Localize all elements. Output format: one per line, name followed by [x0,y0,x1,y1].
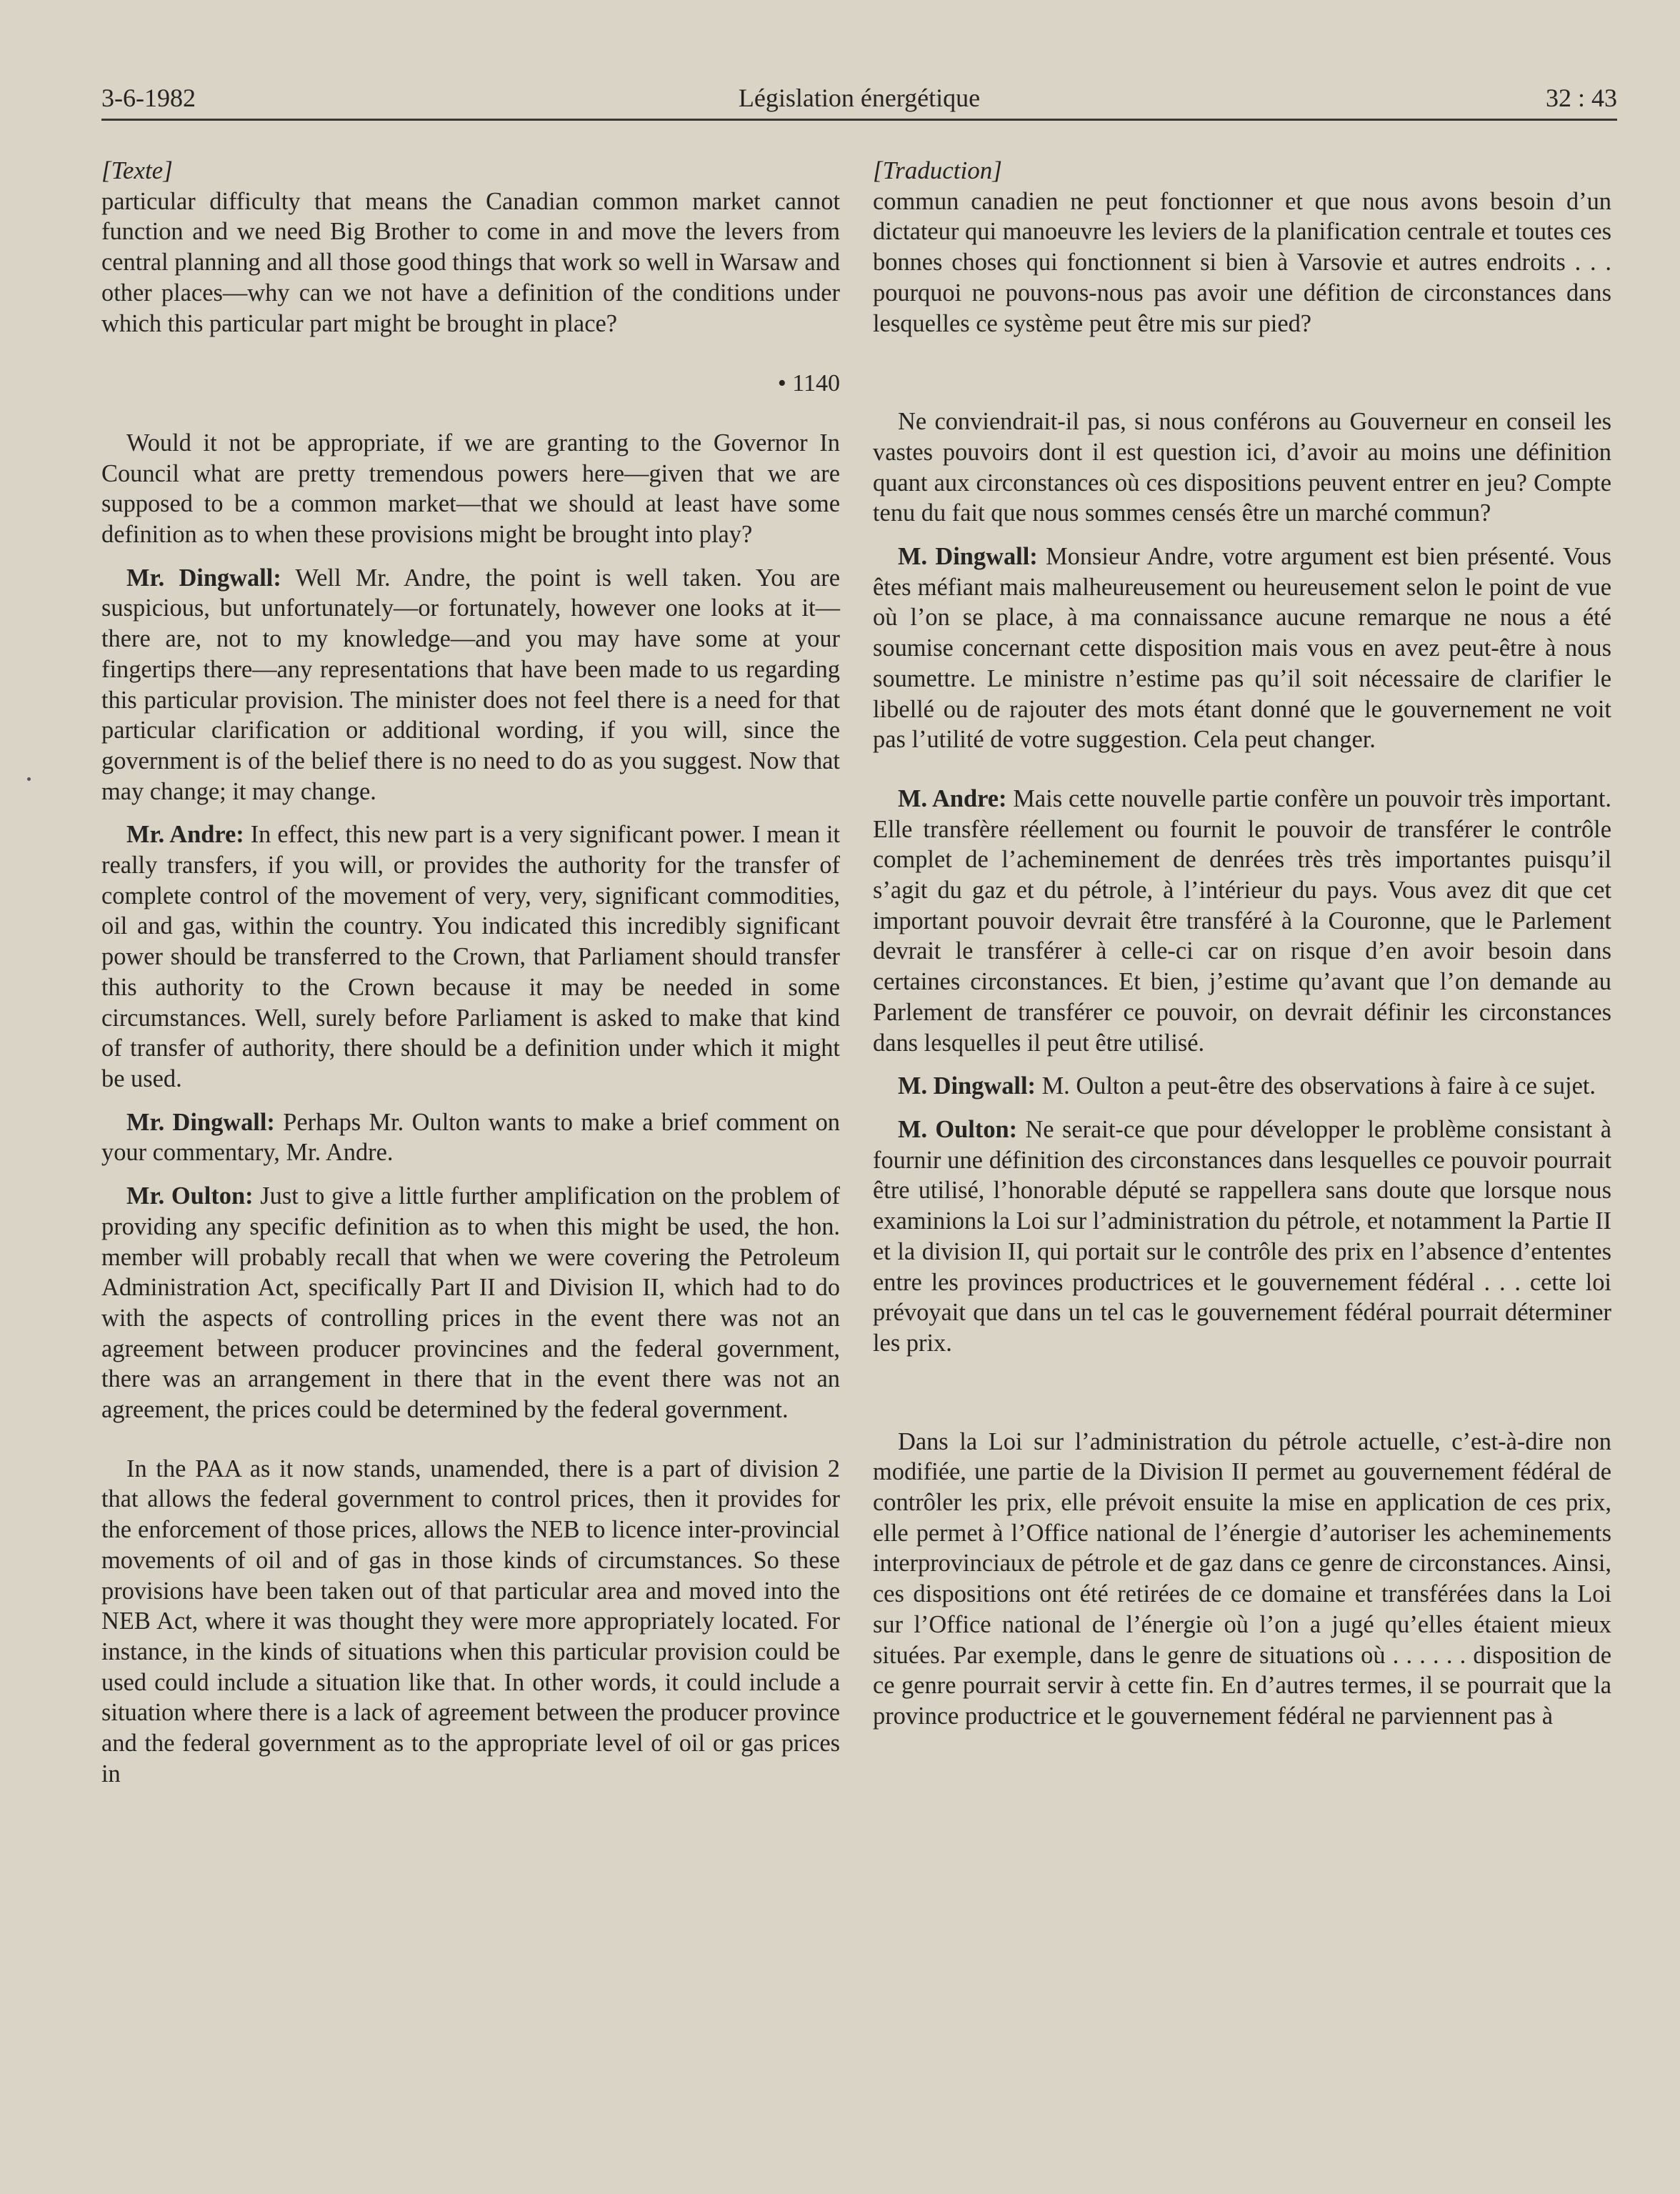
paragraph [873,542,1611,755]
speech-text: Monsieur Andre, votre argument est bien présenté. Vous êtes méfiant mais malheureusement ou heureusement selon le point de vue où l’on se place, à ma connaissance aucune remarque ne nous a été soumise concernant cette disposition mais vous en avez peut-être à nous soumettre. Le ministre n’estime pas qu’il soit nécessaire de clarifier le libellé ou de rajouter des mots étant donné que le gouvernement ne voit pas l’utilité de votre suggestion. Cela peut changer. [873,543,1611,754]
header-page-number: 32 : 43 [1545,84,1617,112]
paragraph: commun canadien ne peut fonctionner et que nous avons besoin d’un dictateur qui manoeuvre les leviers de la planification centrale et toutes ces bonnes choses qui fonctionnent si bien à Varsovie et autres endroits . . . pourquoi ne pouvons-nous pas avoir une défition de circonstances dans lesquelles ce système peut être mis sur pied? [873,187,1611,337]
speaker-name: Mr. Oulton: [126,1182,254,1210]
paragraph: Would it not be appropriate, if we are granting to the Governor In Council what are pretty tremendous powers here—given that we are supposed to be a common market—that we should at least have some definition as to when these provisions might be brought into play? [101,429,840,549]
speaker-name: Mr. Dingwall: [126,1108,275,1136]
paragraph [101,563,840,807]
paragraph [101,1107,840,1168]
speaker-name: Mr. Andre: [126,821,244,849]
speech-text: Just to give a little further amplification on the problem of providing any specific definition as to when this might be used, the hon. member will probably recall that when we were covering the Petroleum Administration Act, specifically Part II and Division II, which had to do with the aspects of controlling prices in the event there was not an agreement between producer provincines and the federal government, there was an arrangement in there that in the event there was not an agreement, the prices could be determined by the federal government. [101,1182,841,1424]
paragraph [101,1181,840,1425]
french-column [873,156,1611,1732]
speaker-name: M. Dingwall: [898,543,1038,571]
paragraph: In the PAA as it now stands, unamended, there is a part of division 2 that allows the federal government to control prices, then it provides for the enforcement of those prices, allows the NEB to licence inter-provincial movements of oil and of gas in those kinds of circumstances. So these provisions have been taken out of that particular area and moved into the NEB Act, where it was thought they were more appropriately located. For instance, in the kinds of situations when this particular provision could be used could include a situation like that. In other words, it could include a situation where there is a lack of agreement between the producer province and the federal government as to the appropriate level of oil or gas prices in [101,1455,840,1787]
speech-text: Ne serait-ce que pour développer le problème consistant à fournir une définition des circonstances dans lesquelles ce pouvoir pourrait être utilisé, l’honorable député se rappellera sans doute que lorsque nous examinions la Loi sur l’administration du pétrole, et notamment la Partie II et la division II, qui portait sur le contrôle des prix en l’absence d’ententes entre les provinces productrices et le gouvernement fédéral . . . cette loi prévoyait que dans un tel cas le gouvernement fédéral pourrait déterminer les prix. [873,1115,1611,1357]
speaker-name: M. Oulton: [898,1115,1018,1143]
speech-text: Perhaps Mr. Oulton wants to make a brief comment on your commentary, Mr. Andre. [101,1108,840,1167]
speech-text: Mais cette nouvelle partie confère un pouvoir très important. Elle transfère réellement ou fournit le pouvoir de transférer le contrôle complet de l’acheminement de denrées très très importantes puisqu’il s’agit du gaz et du pétrole, à l’intérieur du pays. Vous avez dit que cet important pouvoir devrait être transféré à la Couronne, que le Parlement devrait le transférer à celle-ci car on risque d’en avoir besoin dans certaines circonstances. Et bien, j’estime qu’avant que l’on demande au Parlement de transférer ce pouvoir, on devrait définir les circonstances dans lesquelles il peut être utilisé. [873,784,1611,1057]
speaker-name: M. Andre: [898,784,1007,812]
header-title: Législation énergétique [738,84,981,112]
paragraph: particular difficulty that means the Canadian common market cannot function and we need Big Brother to come in and move the levers from central planning and all those good things that work so well in Warsaw and other places—why can we not have a definition of the conditions under which this particular part might be brought in place? [101,187,840,337]
paragraph [101,819,840,1094]
speech-text: In effect, this new part is a very significant power. I mean it really transfers, if you will, or provides the authority for the transfer of complete control of the movement of very, very, significant commodities, oil and gas, within the country. You indicated this incredibly significant power should be transferred to the Crown, that Parliament should transfer this authority to the Crown because it may be needed in some circumstances. Well, surely before Parliament is asked to make that kind of transfer of authority, there should be a definition under which it might be used. [101,821,840,1092]
speaker-name: M. Dingwall: [898,1072,1036,1100]
paragraph: Dans la Loi sur l’administration du pétrole actuelle, c’est-à-dire non modifiée, une partie de la Division II permet au gouvernement fédéral de contrôler les prix, elle prévoit ensuite la mise en application de ces prix, elle permet à l’Office national de l’énergie d’autoriser les acheminements interprovinciaux de pétrole et de gaz dans ce genre de circonstances. Ainsi, ces dispositions ont été retirées de ce domaine et transférées dans la Loi sur l’Office national de l’énergie où l’on a jugé qu’elles étaient mieux situées. Par exemple, dans le genre de situations où . . . . . . disposition de ce genre pourrait servir à cette fin. En d’autres termes, il se pourrait que la province productrice et le gouvernement fédéral ne parviennent pas à [873,1427,1611,1730]
speech-text: M. Oulton a peut-être des observations à faire à ce sujet. [1035,1072,1596,1100]
speaker-name: Mr. Dingwall: [126,564,281,592]
header-rule [101,119,1617,121]
timestamp: • 1140 [777,370,840,397]
margin-dot [27,777,31,781]
header-date: 3-6-1982 [101,84,196,112]
paragraph [873,1071,1611,1102]
paragraph: Ne conviendrait-il pas, si nous conférons au Gouverneur en conseil les vastes pouvoirs dont il est question ici, d’avoir au moins une définition quant aux circonstances où ces dispositions peuvent entrer en jeu? Compte tenu du fait que nous sommes censés être un marché commun? [873,408,1611,527]
language-marker: [Traduction] [873,156,1002,184]
english-column [101,156,840,1789]
paragraph [873,784,1611,1058]
speech-text: Well Mr. Andre, the point is well taken. You are suspicious, but unfortunately—or fortunately, however one looks at it—there are, not to my knowledge—and you may have some at your fingertips there—any representations that have been made to us regarding this particular provision. The minister does not feel there is a need for that particular clarification or additional wording, if you will, since the government is of the belief there is no need to do as you suggest. Now that may change; it may change. [101,564,840,805]
paragraph [873,1115,1611,1359]
page-header [101,83,1617,123]
language-marker: [Texte] [101,156,173,184]
